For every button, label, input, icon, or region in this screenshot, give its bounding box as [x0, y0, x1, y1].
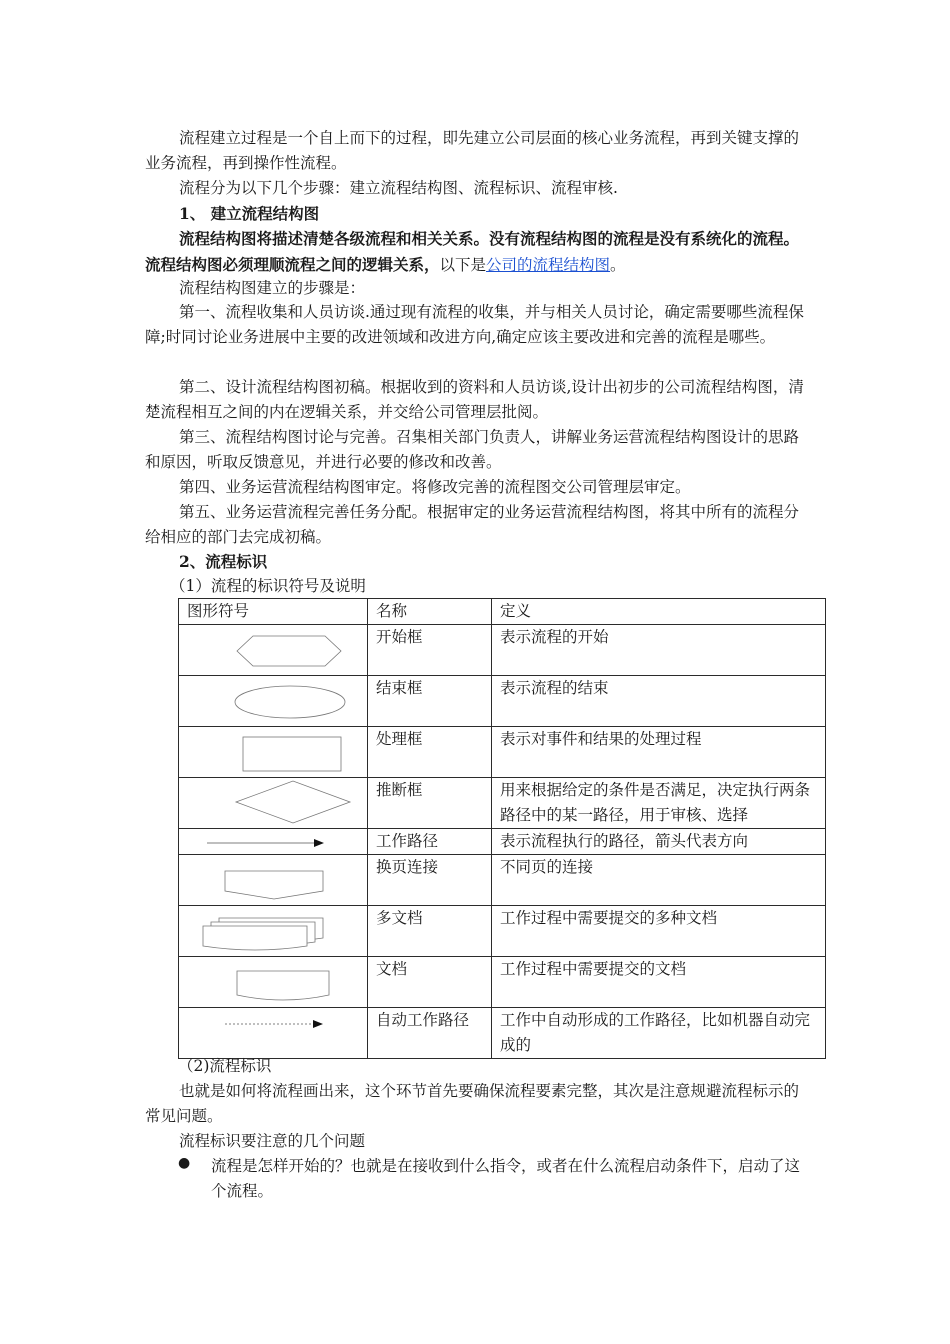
- offpage-connector-icon: [179, 855, 368, 905]
- table-row: [179, 906, 826, 957]
- symbol-name: 结束框: [368, 676, 492, 727]
- issues-heading: 流程标识要注意的几个问题: [179, 1132, 366, 1150]
- symbol-name: 多文档: [368, 906, 492, 957]
- structure-normal-text: 以下是: [439, 256, 487, 274]
- symbol-cell: [179, 906, 368, 957]
- flow-identification-caption: （2)流程标识: [178, 1057, 272, 1075]
- symbol-definition: 用来根据给定的条件是否满足，决定执行两条路径中的某一路径，用于审核、选择: [492, 778, 826, 829]
- hexagon-shape-icon: [179, 625, 368, 675]
- multi-document-icon: [179, 906, 368, 956]
- step-four-paragraph: 第四、业务运营流程结构图审定。将修改完善的流程图交公司管理层审定。: [179, 478, 691, 496]
- structure-end-text: 。: [610, 256, 626, 274]
- bullet-marker: ●: [178, 1155, 191, 1171]
- symbol-definition: 工作过程中需要提交的文档: [492, 957, 826, 1008]
- symbol-cell: [179, 1008, 368, 1059]
- document-shape-icon: [179, 957, 368, 1007]
- symbol-cell: [179, 676, 368, 727]
- symbol-definition: 工作过程中需要提交的多种文档: [492, 906, 826, 957]
- symbol-cell: [179, 855, 368, 906]
- symbol-table-caption: （1）流程的标识符号及说明: [170, 577, 366, 595]
- table-row: [179, 829, 826, 855]
- symbol-name: 推断框: [368, 778, 492, 829]
- table-row: [179, 1008, 826, 1059]
- diamond-shape-icon: [179, 778, 368, 828]
- table-header-row: [179, 599, 826, 625]
- table-header-cell: 定义: [492, 599, 826, 625]
- table-header-cell: 名称: [368, 599, 492, 625]
- step-one-paragraph: 第一、流程收集和人员访谈.通过现有流程的收集，并与相关人员讨论，确定需要哪些流程保障;时同讨论业务进展中主要的改进领域和改进方向,确定应该主要改进和完善的流程是哪些。: [145, 303, 804, 346]
- intro-paragraph: 流程建立过程是一个自上而下的过程，即先建立公司层面的核心业务流程，再到关键支撑的业务流程，再到操作性流程。: [145, 129, 800, 172]
- table-row: [179, 676, 826, 727]
- table-row: [179, 727, 826, 778]
- symbol-cell: [179, 625, 368, 676]
- table-header-cell: 图形符号: [179, 599, 368, 625]
- symbol-table: [178, 598, 826, 1059]
- symbol-definition: 表示流程的结束: [492, 676, 826, 727]
- symbol-name: 处理框: [368, 727, 492, 778]
- solid-arrow-icon: [179, 829, 368, 853]
- structure-steps-intro: 流程结构图建立的步骤是：: [179, 279, 366, 297]
- rectangle-shape-icon: [179, 727, 368, 777]
- bullet-item-text: 流程是怎样开始的？也就是在接收到什么指令，或者在什么流程启动条件下，启动了这个流程。: [211, 1157, 801, 1200]
- symbol-definition: 工作中自动形成的工作路径，比如机器自动完成的: [492, 1008, 826, 1059]
- symbol-definition: 不同页的连接: [492, 855, 826, 906]
- symbol-definition: 表示流程的开始: [492, 625, 826, 676]
- symbol-name: 工作路径: [368, 829, 492, 855]
- symbol-cell: [179, 778, 368, 829]
- symbol-cell: [179, 727, 368, 778]
- symbol-name: 文档: [368, 957, 492, 1008]
- symbol-name: 换页连接: [368, 855, 492, 906]
- ellipse-shape-icon: [179, 676, 368, 726]
- step-three-paragraph: 第三、流程结构图讨论与完善。召集相关部门负责人，讲解业务运营流程结构图设计的思路和原因，听取反馈意见，并进行必要的修改和改善。: [145, 428, 800, 471]
- symbol-cell: [179, 829, 368, 855]
- dotted-arrow-icon: [179, 1008, 368, 1058]
- step-five-paragraph: 第五、业务运营流程完善任务分配。根据审定的业务运营流程结构图，将其中所有的流程分给相应的部门去完成初稿。: [145, 503, 800, 546]
- symbol-name: 开始框: [368, 625, 492, 676]
- structure-bold-text: 流程结构图将描述清楚各级流程和相关关系。没有流程结构图的流程是没有系统化的流程。流程结构图必须理顺流程之间的逻辑关系，: [145, 229, 800, 274]
- symbol-name: 自动工作路径: [368, 1008, 492, 1059]
- section-heading-2: 2、流程标识: [179, 552, 268, 571]
- symbol-cell: [179, 957, 368, 1008]
- structure-chart-link[interactable]: 公司的流程结构图: [486, 256, 611, 274]
- symbol-definition: 表示对事件和结果的处理过程: [492, 727, 826, 778]
- table-row: [179, 957, 826, 1008]
- step-two-paragraph: 第二、设计流程结构图初稿。根据收到的资料和人员访谈,设计出初步的公司流程结构图，清楚流程相互之间的内在逻辑关系，并交给公司管理层批阅。: [145, 378, 804, 421]
- section-heading-1: 1、 建立流程结构图: [179, 204, 320, 223]
- flow-identification-paragraph: 也就是如何将流程画出来，这个环节首先要确保流程要素完整，其次是注意规避流程标示的常见问题。: [145, 1082, 800, 1125]
- structure-paragraph: [145, 226, 810, 278]
- table-row: [179, 855, 826, 906]
- steps-paragraph: 流程分为以下几个步骤：建立流程结构图、流程标识、流程审核.: [179, 179, 618, 197]
- table-row: [179, 778, 826, 829]
- symbol-definition: 表示流程执行的路径，箭头代表方向: [492, 829, 826, 855]
- table-row: [179, 625, 826, 676]
